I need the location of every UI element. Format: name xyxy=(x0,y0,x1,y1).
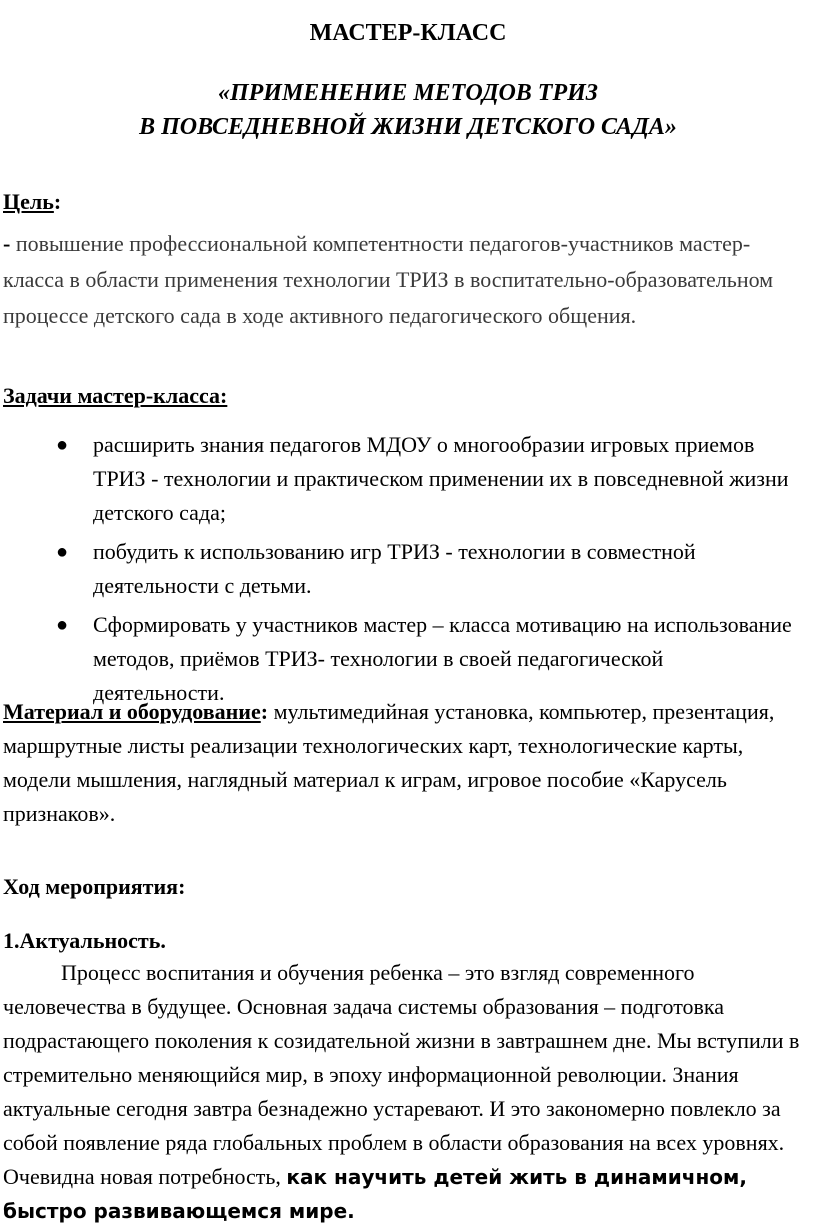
tasks-list xyxy=(56,428,796,710)
bullet-icon: ● xyxy=(56,541,69,563)
event-heading: Ход мероприятия: xyxy=(3,874,186,899)
goal-label: Цель xyxy=(3,189,54,214)
material-text: мультимедийная установка, компьютер, презентация, маршрутные листы реализации технологических карт, технологические карты, модели мышления, наглядный материал к играм, игровое пособие «Карусель признаков». xyxy=(3,699,775,826)
list-item xyxy=(56,535,796,603)
actuality-emphasis: как научить детей жить в динамичном, быстро развивающемся мире. xyxy=(3,1165,747,1223)
material-label: Материал и оборудование xyxy=(3,699,261,724)
tasks-heading-text: Задачи мастер-класса: xyxy=(3,383,228,408)
list-item-text: побудить к использованию игр ТРИЗ - технологии в совместной деятельности с детьми. xyxy=(93,539,696,598)
actuality-paragraph xyxy=(3,956,809,1228)
material-paragraph xyxy=(3,695,809,831)
tasks-heading xyxy=(3,383,227,409)
goal-colon: : xyxy=(53,189,62,214)
goal-paragraph xyxy=(3,226,809,334)
goal-text: повышение профессиональной компетентности педагогов-участников мастер-класса в области применения технологии ТРИЗ в воспитательно-образовательном процессе детского сада в ходе активного педагогического общения. xyxy=(3,231,774,328)
document-title: МАСТЕР-КЛАСС xyxy=(309,20,507,46)
subtitle-line-1: «ПРИМЕНЕНИЕ МЕТОДОВ ТРИЗ xyxy=(217,80,599,106)
material-colon: : xyxy=(260,699,269,724)
bullet-icon: ● xyxy=(56,434,69,456)
actuality-heading: 1.Актуальность. xyxy=(3,928,166,953)
goal-dash: - xyxy=(3,231,11,256)
list-item xyxy=(56,428,796,530)
subtitle-line-2: В ПОВСЕДНЕВНОЙ ЖИЗНИ ДЕТСКОГО САДА» xyxy=(139,114,677,140)
document-subtitle xyxy=(0,76,816,144)
actuality-text: Процесс воспитания и обучения ребенка – это взгляд современного человечества в будущее. Основная задача системы образования – подготовка подрастающего поколения к созидательной жизни в завтрашнем дне. Мы вступили в стремительно меняющийся мир, в эпоху информационной революции. Знания актуальные сегодня завтра безнадежно устаревают. И это закономерно повлекло за собой появление ряда глобальных проблем в области образования на всех уровнях. Очевидна новая потребность, xyxy=(3,960,800,1189)
list-item-text: расширить знания педагогов МДОУ о многообразии игровых приемов ТРИЗ - технологии и практическом применении их в повседневной жизни детского сада; xyxy=(93,432,789,525)
list-item-text: Сформировать у участников мастер – класса мотивацию на использование методов, приёмов ТРИЗ- технологии в своей педагогической деятельности. xyxy=(93,612,792,705)
bullet-icon: ● xyxy=(56,614,69,636)
goal-heading xyxy=(3,189,61,215)
